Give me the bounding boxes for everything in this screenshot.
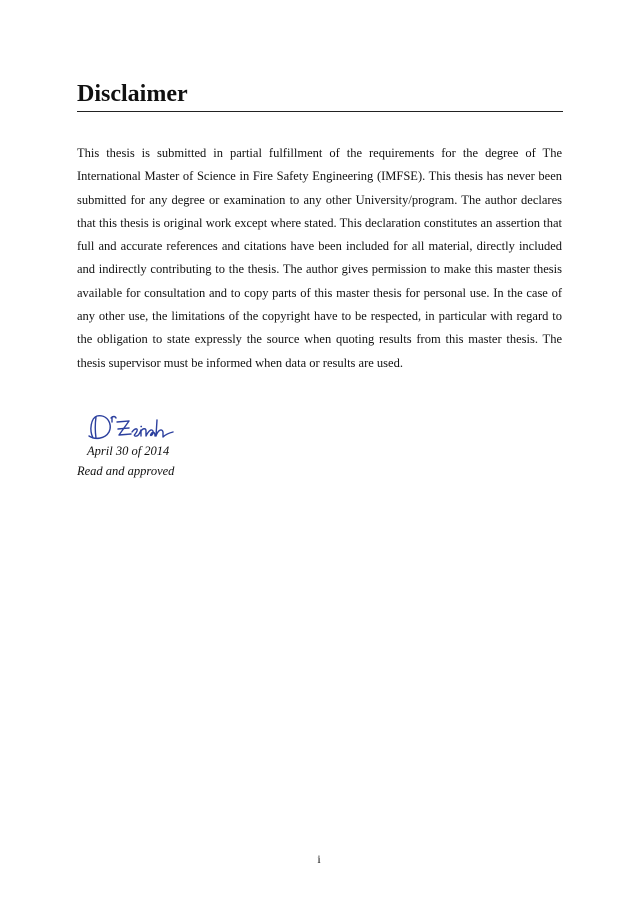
page-title: Disclaimer [77,81,188,107]
disclaimer-paragraph: This thesis is submitted in partial fulfillment of the requirements for the degree of The International Master of Science in Fire Safety Engineering (IMFSE). This thesis has never been submitted for any degree or examination to any other University/program. The author declares that this thesis is original work except where stated. This declaration constitutes an assertion that full and accurate references and citations have been included for all material, directly included and indirectly contributing to the thesis. The author gives permission to make this master thesis available for consultation and to copy parts of this master thesis for personal use. In the case of any other use, the limitations of the copyright have to be respected, in particular with regard to the obligation to state expressly the source when quoting results from this master thesis. The thesis supervisor must be informed when data or results are used. [77,146,562,370]
page-number: i [317,852,321,866]
signature-image [83,408,183,444]
approval-note: Read and approved [77,464,175,478]
title-underline [77,111,563,112]
signature-date: April 30 of 2014 [87,444,170,458]
